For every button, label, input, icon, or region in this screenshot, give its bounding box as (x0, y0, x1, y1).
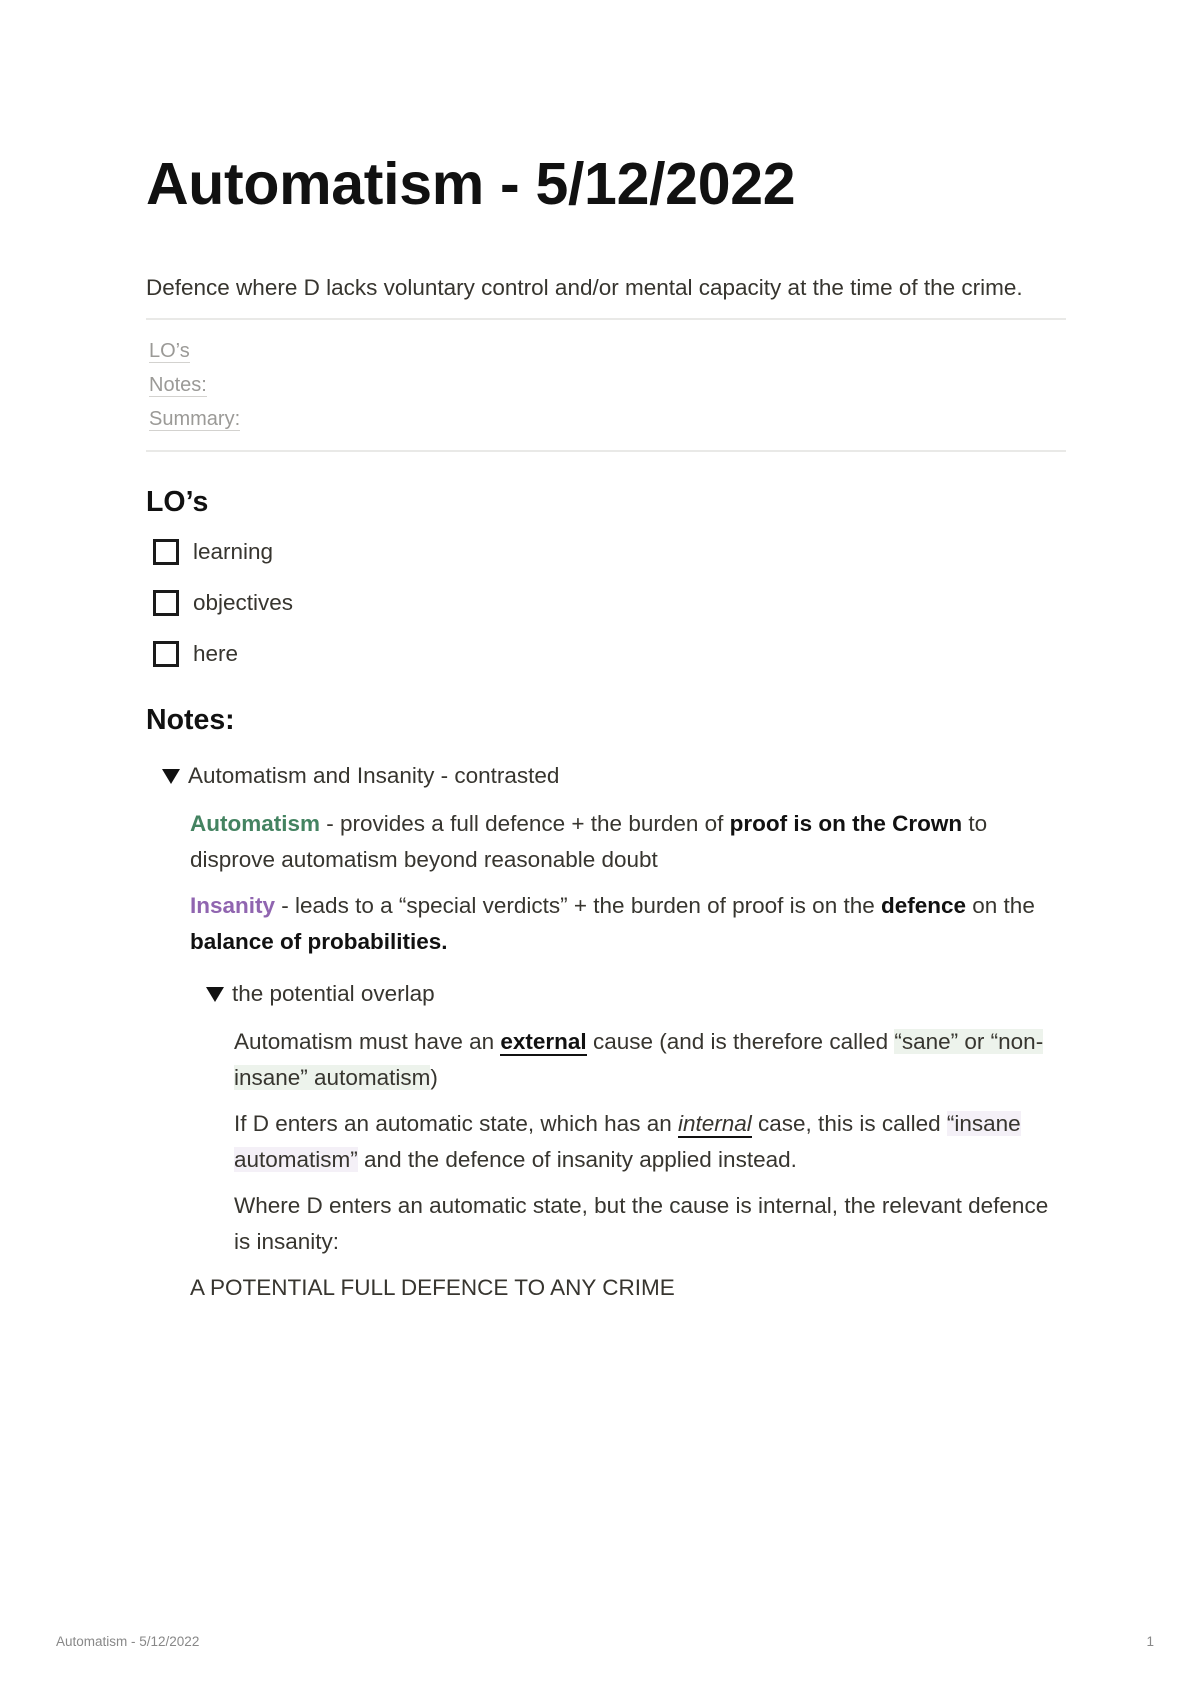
intro-text: Defence where D lacks voluntary control and/or mental capacity at the time of the crime. (146, 275, 1023, 300)
text-run: and the defence of insanity applied instead. (357, 1147, 797, 1172)
triangle-down-icon[interactable] (162, 769, 180, 784)
todo-item (146, 583, 1066, 623)
toggle-automatism-insanity[interactable] (146, 756, 1066, 796)
todo-item (146, 532, 1066, 572)
bold-text: defence (880, 893, 967, 918)
page (146, 140, 1066, 1306)
text-run: - leads to a “special verdicts” + the burden of proof is on the (275, 893, 881, 918)
page-title: Automatism - 5/12/2022 (146, 151, 796, 217)
insanity-paragraph (190, 888, 1066, 960)
text-run: If D enters an automatic state, which has an (234, 1111, 678, 1136)
toggle-body-potential-overlap (190, 1024, 1066, 1260)
page-number: 1 (1146, 1634, 1154, 1649)
todo-item (146, 634, 1066, 674)
toggle-potential-overlap[interactable] (190, 974, 1066, 1014)
checkbox-icon[interactable] (153, 539, 179, 565)
checkbox-icon[interactable] (153, 590, 179, 616)
toggle-label: the potential overlap (232, 981, 435, 1006)
footer-title: Automatism - 5/12/2022 (56, 1634, 200, 1649)
bold-text: proof is on the Crown (729, 811, 963, 836)
triangle-down-icon[interactable] (206, 987, 224, 1002)
text-run: case, this is called (751, 1111, 947, 1136)
checkbox-icon[interactable] (153, 641, 179, 667)
todo-list (146, 532, 1066, 674)
text-run: cause (and is therefore called (586, 1029, 895, 1054)
todo-label: objectives (193, 590, 294, 615)
text-run: on the (966, 893, 1035, 918)
toc-item-notes[interactable]: Notes: (149, 374, 207, 396)
notes-heading: Notes: (146, 704, 235, 736)
table-of-contents (146, 318, 1066, 452)
todo-label: here (193, 641, 239, 666)
full-defence-text: A POTENTIAL FULL DEFENCE TO ANY CRIME (190, 1275, 675, 1300)
text-run: Automatism must have an (234, 1029, 501, 1054)
external-cause-paragraph (234, 1024, 1066, 1096)
internal-cause-paragraph (234, 1106, 1066, 1178)
los-heading: LO’s (146, 486, 209, 518)
automatism-term: Automatism (190, 811, 321, 836)
underlined-italic-text: internal (677, 1111, 752, 1136)
toggle-label: Automatism and Insanity - contrasted (188, 763, 560, 788)
text-run: to disprove automatism beyond reasonable doubt (190, 811, 988, 872)
todo-label: learning (193, 539, 274, 564)
toc-item-summary[interactable]: Summary: (149, 408, 241, 430)
text-run: - provides a full defence + the burden of (320, 811, 730, 836)
underlined-text: external (500, 1029, 587, 1054)
insanity-defence-paragraph: Where D enters an automatic state, but the cause is internal, the relevant defence is insanity: (234, 1193, 1049, 1254)
insanity-term: Insanity (190, 893, 276, 918)
bold-text: balance of probabilities. (190, 929, 448, 954)
automatism-paragraph (190, 806, 1066, 878)
toc-item-los[interactable]: LO’s (149, 340, 190, 362)
text-run: ) (430, 1065, 438, 1090)
highlighted-text: “sane” or “non-insane” automatism (234, 1029, 1044, 1090)
highlighted-text: “insane automatism” (234, 1111, 1021, 1172)
toggle-body-automatism-insanity (146, 806, 1066, 1260)
